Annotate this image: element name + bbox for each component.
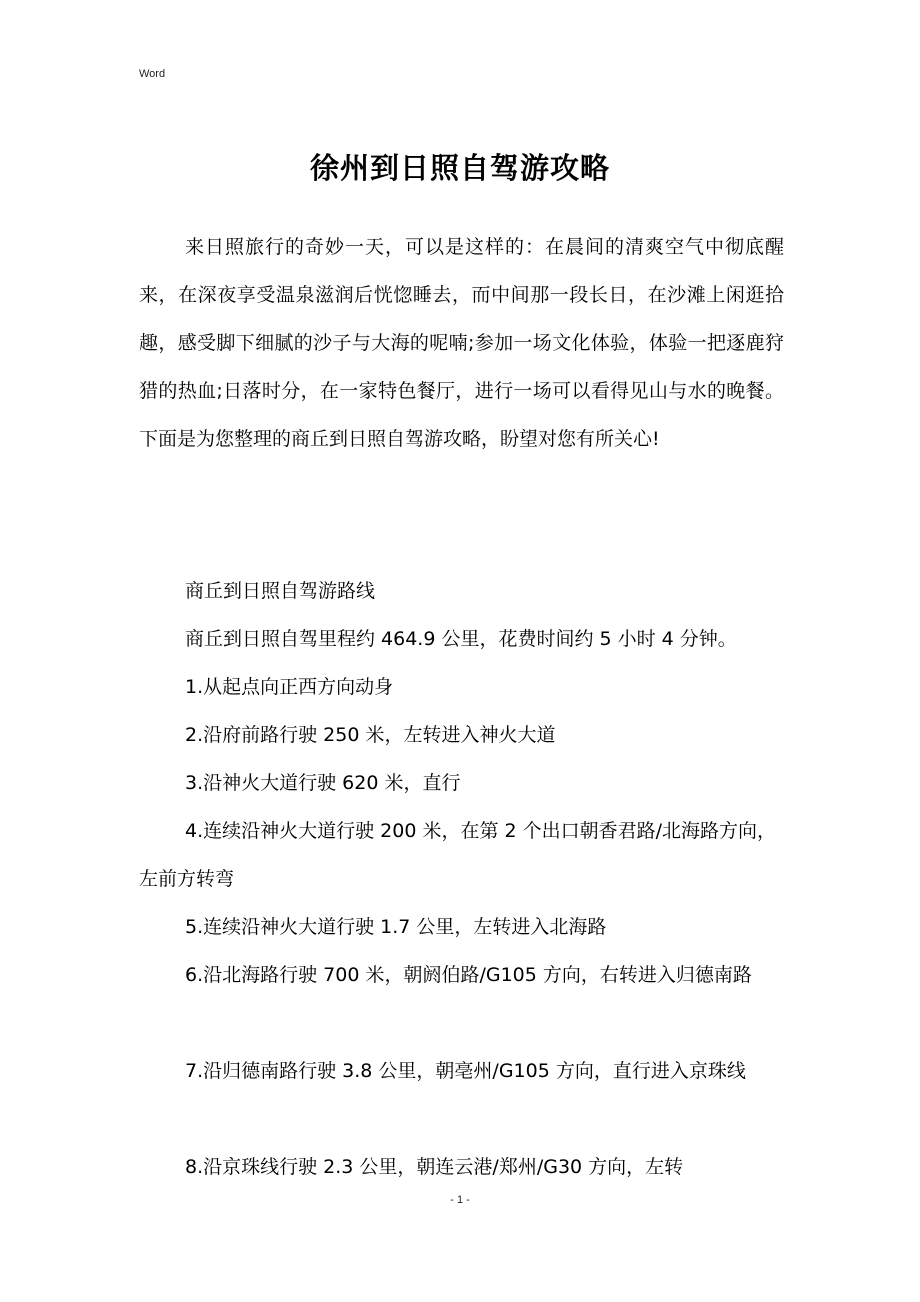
route-step: 2.沿府前路行驶 250 米，左转进入神火大道 [185, 724, 556, 746]
route-summary: 商丘到日照自驾里程约 464.9 公里，花费时间约 5 小时 4 分钟。 [185, 628, 737, 650]
route-step: 7.沿归德南路行驶 3.8 公里，朝亳州/G105 方向，直行进入京珠线 [185, 1060, 746, 1082]
page-number: - 1 - [450, 1194, 470, 1206]
intro-paragraph: 来日照旅行的奇妙一天，可以是这样的：在晨间的清爽空气中彻底醒来，在深夜享受温泉滋润后恍惚睡去，而中间那一段长日，在沙滩上闲逛拾趣，感受脚下细腻的沙子与大海的呢喃;参加一场文化体验，体验一把逐鹿狩猎的热血;日落时分，在一家特色餐厅，进行一场可以看得见山与水的晚餐。下面是为您整理的商丘到日照自驾游攻略，盼望对您有所关心! [139, 236, 784, 450]
route-step: 1.从起点向正西方向动身 [185, 676, 394, 698]
route-step: 6.沿北海路行驶 700 米，朝阏伯路/G105 方向，右转进入归德南路 [185, 964, 752, 986]
document-header-label: Word [139, 68, 166, 80]
route-step: 8.沿京珠线行驶 2.3 公里，朝连云港/郑州/G30 方向，左转 [185, 1156, 684, 1178]
document-title: 徐州到日照自驾游攻略 [309, 151, 610, 185]
route-step: 4.连续沿神火大道行驶 200 米，在第 2 个出口朝香君路/北海路方向，左前方转弯 [139, 820, 777, 890]
route-step: 5.连续沿神火大道行驶 1.7 公里，左转进入北海路 [185, 916, 607, 938]
section-heading: 商丘到日照自驾游路线 [185, 580, 376, 602]
route-step: 3.沿神火大道行驶 620 米，直行 [185, 772, 461, 794]
